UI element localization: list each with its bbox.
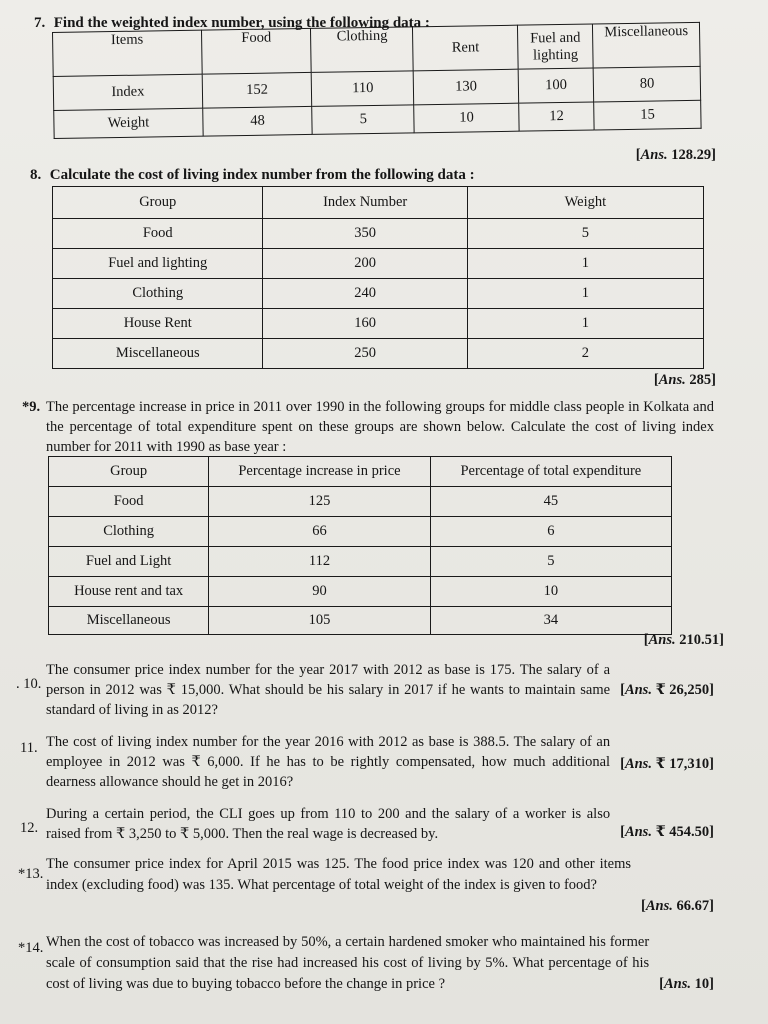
question-13-text: The consumer price index for April 2015 was 125. The food price index was 120 and other items index (excluding food) was 135. What percentage of total weight of the index is given to food? (46, 856, 632, 893)
table-cell: House rent and tax (49, 577, 209, 607)
weighted-index-table (52, 22, 702, 139)
answer-label: Ans. (664, 976, 692, 992)
table-cell: 45 (430, 487, 671, 517)
table-cell: Index (53, 74, 202, 110)
answer-label: Ans. (624, 682, 652, 698)
table-cell: 48 (203, 106, 313, 136)
question-number: 7. (34, 15, 46, 31)
question-text: Calculate the cost of living index number from the following data : (49, 167, 475, 183)
answer-bracket: [ (643, 632, 649, 648)
answer-label: Ans. (640, 147, 668, 163)
table-cell: Fuel and lighting (53, 249, 263, 279)
table-cell: House Rent (53, 309, 263, 339)
answer-bracket: [ (620, 756, 625, 772)
answer-bracket: [ (635, 147, 641, 163)
table-cell: Weight (54, 108, 203, 138)
question-10-block (46, 660, 714, 720)
table-header-cell: Clothing (311, 27, 414, 73)
answer-q8 (654, 372, 716, 389)
table-cell: 110 (312, 71, 415, 107)
table-cell: Miscellaneous (53, 339, 263, 369)
table-cell: Miscellaneous (49, 607, 209, 635)
percentage-increase-table (48, 456, 672, 635)
question-10-text: The consumer price index number for the year 2017 with 2012 as base is 175. The salary of a person in 2012 was ₹ 15,000. What should be his salary in 2017 if he wants to maintain same standard of living in as 2012? (46, 662, 611, 718)
table-cell: 125 (209, 487, 430, 517)
answer-value: 10] (694, 976, 714, 992)
table-cell: 250 (263, 339, 467, 369)
answer-q11 (620, 754, 714, 774)
table-header-cell: Percentage increase in price (209, 457, 430, 487)
answer-q13 (641, 896, 714, 917)
table-header-cell: Weight (467, 187, 703, 219)
answer-bracket: [ (641, 898, 646, 914)
answer-value: ₹ 454.50] (655, 824, 714, 840)
table-cell: 105 (209, 607, 430, 635)
question-number: . 10. (16, 676, 42, 692)
table-header-cell: Index Number (263, 187, 467, 219)
table-cell: 5 (467, 219, 703, 249)
table-header-cell: Food (201, 28, 311, 74)
question-13-block (46, 854, 714, 917)
table-cell: 12 (519, 102, 595, 131)
question-11-block (46, 732, 714, 792)
answer-bracket: [ (659, 976, 665, 992)
answer-label: Ans. (645, 898, 673, 914)
table-cell: 10 (414, 103, 519, 133)
question-number: *13. (18, 866, 44, 882)
answer-label: Ans. (658, 372, 686, 388)
table-cell: 240 (263, 279, 467, 309)
table-cell: 160 (263, 309, 467, 339)
question-11-text: The cost of living index number for the year 2016 with 2012 as base is 388.5. The salary of an employee in 2012 was ₹ 6,000. If he has to be rightly compensated, how much additional dearness allowance should he get in 2016? (46, 734, 611, 790)
table-header-cell: Items (53, 30, 203, 76)
table-cell: 1 (467, 249, 703, 279)
answer-bracket: [ (653, 372, 659, 388)
answer-value: 66.67] (676, 898, 714, 914)
table-cell: 66 (209, 517, 430, 547)
answer-value: ₹ 17,310] (655, 756, 714, 772)
answer-q12 (620, 822, 714, 842)
table-cell: 130 (414, 69, 519, 105)
question-text: Find the weighted index number, using the following data : (53, 15, 430, 31)
table-header-cell: Rent (413, 25, 518, 71)
question-14-block (46, 932, 714, 995)
answer-value: ₹ 26,250] (655, 682, 714, 698)
answer-q9 (644, 632, 724, 649)
table-cell: Fuel and Light (49, 547, 209, 577)
question-8-heading (30, 166, 720, 185)
table-cell: 112 (209, 547, 430, 577)
answer-label: Ans. (624, 824, 652, 840)
table-cell: 1 (467, 309, 703, 339)
table-cell: 200 (263, 249, 467, 279)
answer-bracket: [ (620, 824, 625, 840)
question-number: 11. (20, 740, 38, 756)
answer-q7 (636, 147, 716, 164)
table-cell: 2 (467, 339, 703, 369)
cost-of-living-table (52, 186, 704, 369)
question-12-text: During a certain period, the CLI goes up from 110 to 200 and the salary of a worker is also raised from ₹ 3,250 to ₹ 5,000. Then the real wage is decreased by. (46, 806, 611, 842)
table-cell: 10 (430, 577, 671, 607)
table-cell: Clothing (49, 517, 209, 547)
question-number: *14. (18, 940, 44, 956)
answer-value: 285] (689, 372, 716, 388)
question-number: *9. (22, 399, 41, 415)
table-cell: 34 (430, 607, 671, 635)
question-12-block (46, 804, 714, 844)
table-cell: 152 (202, 72, 312, 108)
question-number: 12. (20, 820, 39, 836)
answer-label: Ans. (624, 756, 652, 772)
table-header-cell: Fuel and lighting (517, 24, 593, 69)
table-cell: 5 (312, 105, 414, 135)
question-number: 8. (30, 167, 42, 183)
table-cell: 80 (593, 66, 700, 102)
table-cell: Clothing (53, 279, 263, 309)
table-cell: 6 (430, 517, 671, 547)
table-header-cell: Percentage of total expenditure (430, 457, 671, 487)
table-cell: Food (49, 487, 209, 517)
table-header-cell: Miscellaneous (593, 22, 700, 68)
table-cell: 1 (467, 279, 703, 309)
answer-q14 (659, 974, 714, 995)
table-cell: 90 (209, 577, 430, 607)
table-cell: Food (53, 219, 263, 249)
table-header-cell: Group (49, 457, 209, 487)
answer-value: 210.51] (679, 632, 724, 648)
question-14-text: When the cost of tobacco was increased by 50%, a certain hardened smoker who maintained his former scale of consumption said that the rise had increased his cost of living by 5%. What percentage of his cost of living was due to buying tobacco before the change in price ? (46, 934, 650, 992)
table-header-cell: Group (53, 187, 263, 219)
table-cell: 5 (430, 547, 671, 577)
table-cell: 350 (263, 219, 467, 249)
question-9-text: The percentage increase in price in 2011 over 1990 in the following groups for middle class people in Kolkata and the percentage of total expenditure spent on these groups are shown below. Calculate the cost of living index number for 2011 with 1990 as base year : (46, 399, 714, 455)
answer-label: Ans. (648, 632, 676, 648)
answer-q10 (620, 680, 714, 700)
answer-bracket: [ (620, 682, 625, 698)
table-cell: 15 (594, 100, 701, 130)
answer-value: 128.29] (671, 147, 716, 163)
table-cell: 100 (518, 68, 594, 103)
